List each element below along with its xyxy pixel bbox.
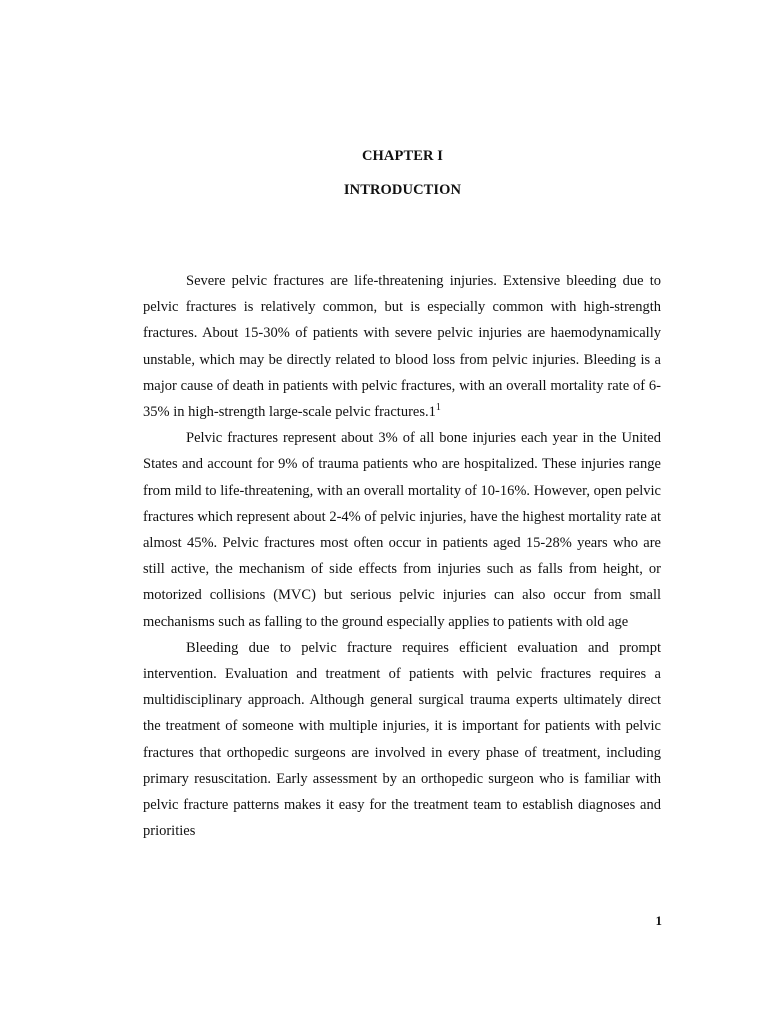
paragraph-3-text: Bleeding due to pelvic fracture requires efficient evaluation and prompt intervention. Evaluation and treatment of patients with pelvic fractures requires a multidisciplinary approach. Although general surgical trauma experts ultimately direct the treatment of someone with multiple injuries, it is important for patients with pelvic fractures that orthopedic surgeons are involved in every phase of treatment, including primary resuscitation. Early assessment by an orthopedic surgeon who is familiar with pelvic fracture patterns makes it easy for the treatment team to establish diagnoses and priorities (143, 639, 661, 840)
page-number: 1 (655, 913, 662, 928)
paragraph-2 (143, 425, 661, 635)
paragraph-1 (143, 268, 661, 425)
chapter-title: INTRODUCTION (343, 182, 462, 198)
footnote-marker: 1 (435, 402, 441, 414)
chapter-number: CHAPTER I (361, 148, 444, 164)
paragraph-3 (143, 635, 661, 845)
paragraph-2-text: Pelvic fractures represent about 3% of all bone injuries each year in the United States and account for 9% of trauma patients who are hospitalized. These injuries range from mild to life-threatening, with an overall mortality of 10-16%. However, open pelvic fractures which represent about 2-4% of pelvic injuries, have the highest mortality rate at almost 45%. Pelvic fractures most often occur in patients aged 15-28% years who are still active, the mechanism of side effects from injuries such as falls from height, or motorized collisions (MVC) but serious pelvic injuries can also occur from small mechanisms such as falling to the ground especially applies to patients with old age (143, 430, 661, 630)
paragraph-1-text: Severe pelvic fractures are life-threatening injuries. Extensive bleeding due to pelvic fractures is relatively common, but is especially common with high-strength fractures. About 15-30% of patients with severe pelvic injuries are haemodynamically unstable, which may be directly related to blood loss from pelvic injuries. Bleeding is a major cause of death in patients with pelvic fractures, with an overall mortality rate of 6-35% in high-strength large-scale pelvic fractures.1 (143, 273, 661, 421)
chapter-body (143, 268, 661, 844)
